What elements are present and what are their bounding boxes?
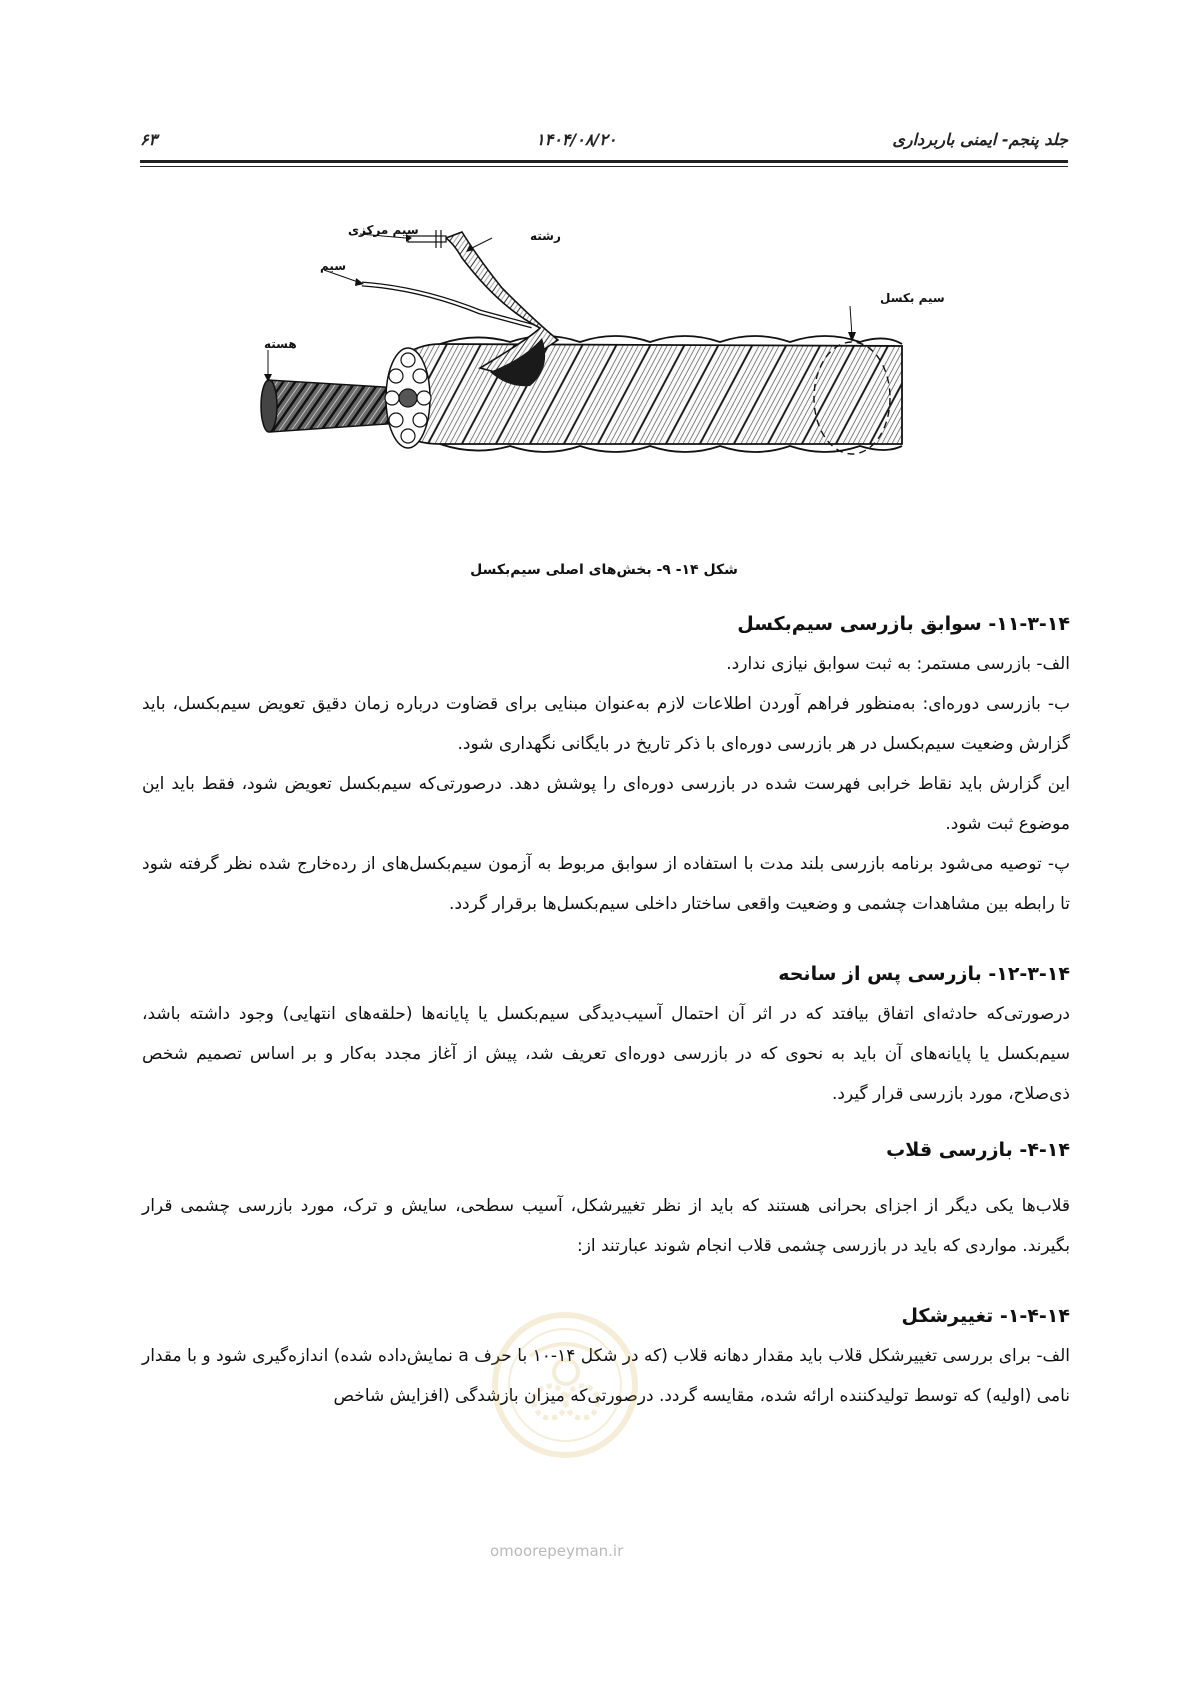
running-head-date: ۱۴۰۴/۰۸/۲۰ xyxy=(536,130,617,149)
body-text xyxy=(142,604,1070,1416)
page-number: ۶۳ xyxy=(140,130,158,149)
paragraph: قلاب‌ها یکی دیگر از اجزای بحرانی هستند که باید از نظر تغییرشکل، آسیب سطحی، سایش و ترک، مورد بازرسی چشمی قرار بگیرند. مواردی که باید در بازرسی چشمی قلاب انجام شوند عبارتند از: xyxy=(142,1196,1070,1256)
label-center-wire: سیم مرکزی xyxy=(348,223,419,237)
paragraph: الف- بازرسی مستمر: به ثبت سوابق نیازی ندارد. xyxy=(726,654,1070,674)
watermark-logo xyxy=(490,1310,640,1460)
section-heading: ۱۲-۳-۱۴- بازرسی پس از سانحه xyxy=(778,963,1070,985)
running-head xyxy=(140,128,1068,156)
section-heading: ۱۱-۳-۱۴- سوابق بازرسی سیم‌بکسل xyxy=(737,613,1070,635)
paragraph: درصورتی‌که حادثه‌ای اتفاق بیافتد که در اثر آن احتمال آسیب‌دیدگی سیم‌بکسل یا پایانه‌ها (حلقه‌های انتهایی) وجود داشته باشد، سیم‌بکسل یا پایانه‌های آن باید به نحوی که در بازرسی دوره‌ای تعریف شد، پیش از آغاز مجدد به‌کار و بر اساس تصمیم شخص ذی‌صلاح، مورد بازرسی قرار گیرد. xyxy=(142,1004,1070,1104)
label-wire: سیم xyxy=(320,259,347,273)
running-head-title: جلد پنجم- ایمنی باربرداری xyxy=(892,130,1068,149)
header-rule-thick xyxy=(140,160,1068,163)
section-heading: ۱-۴-۱۴- تغییرشکل xyxy=(901,1305,1070,1327)
wire-rope-figure xyxy=(240,218,990,508)
label-wire-rope: سیم بکسل xyxy=(880,291,945,305)
header-rule-thin xyxy=(140,166,1068,167)
paragraph: پ- توصیه می‌شود برنامه بازرسی بلند مدت با استفاده از سوابق مربوط به آزمون سیم‌بکسل‌های از رده‌خارج شده نظر گرفته شود تا رابطه بین مشاهدات چشمی و وضعیت واقعی ساختار داخلی سیم‌بکسل‌ها برقرار گردد. xyxy=(142,854,1070,914)
rope-cross-section xyxy=(385,348,431,448)
wire-rope-illustration xyxy=(240,218,990,508)
watermark-url: omoorepeyman.ir xyxy=(490,1542,624,1560)
figure-caption: شکل ۱۴- ۹- بخش‌های اصلی سیم‌بکسل xyxy=(470,562,738,578)
paragraph: این گزارش باید نقاط خرابی فهرست شده در بازرسی دوره‌ای را پوشش دهد. درصورتی‌که سیم‌بکسل تعویض شود، فقط باید این موضوع ثبت شود. xyxy=(142,774,1070,834)
paragraph: الف- برای بررسی تغییرشکل قلاب باید مقدار دهانه قلاب (که در شکل ۱۴-۱۰ با حرف a نمایش‌داده شده) اندازه‌گیری شود و با مقدار نامی (اولیه) که توسط تولیدکننده ارائه شده، مقایسه گردد. درصورتی‌که میزان بازشدگی (افزایش شاخص xyxy=(142,1346,1071,1406)
label-strand: رشته xyxy=(530,229,561,243)
label-core: هسته xyxy=(264,337,297,351)
paragraph: ب- بازرسی دوره‌ای: به‌منظور فراهم آوردن اطلاعات لازم به‌عنوان مبنایی برای قضاوت درباره زمان دقیق تعویض سیم‌بکسل، باید گزارش وضعیت سیم‌بکسل در هر بازرسی دوره‌ای با ذکر تاریخ در بایگانی نگهداری شود. xyxy=(142,694,1070,754)
section-heading: ۴-۱۴- بازرسی قلاب xyxy=(886,1139,1070,1161)
